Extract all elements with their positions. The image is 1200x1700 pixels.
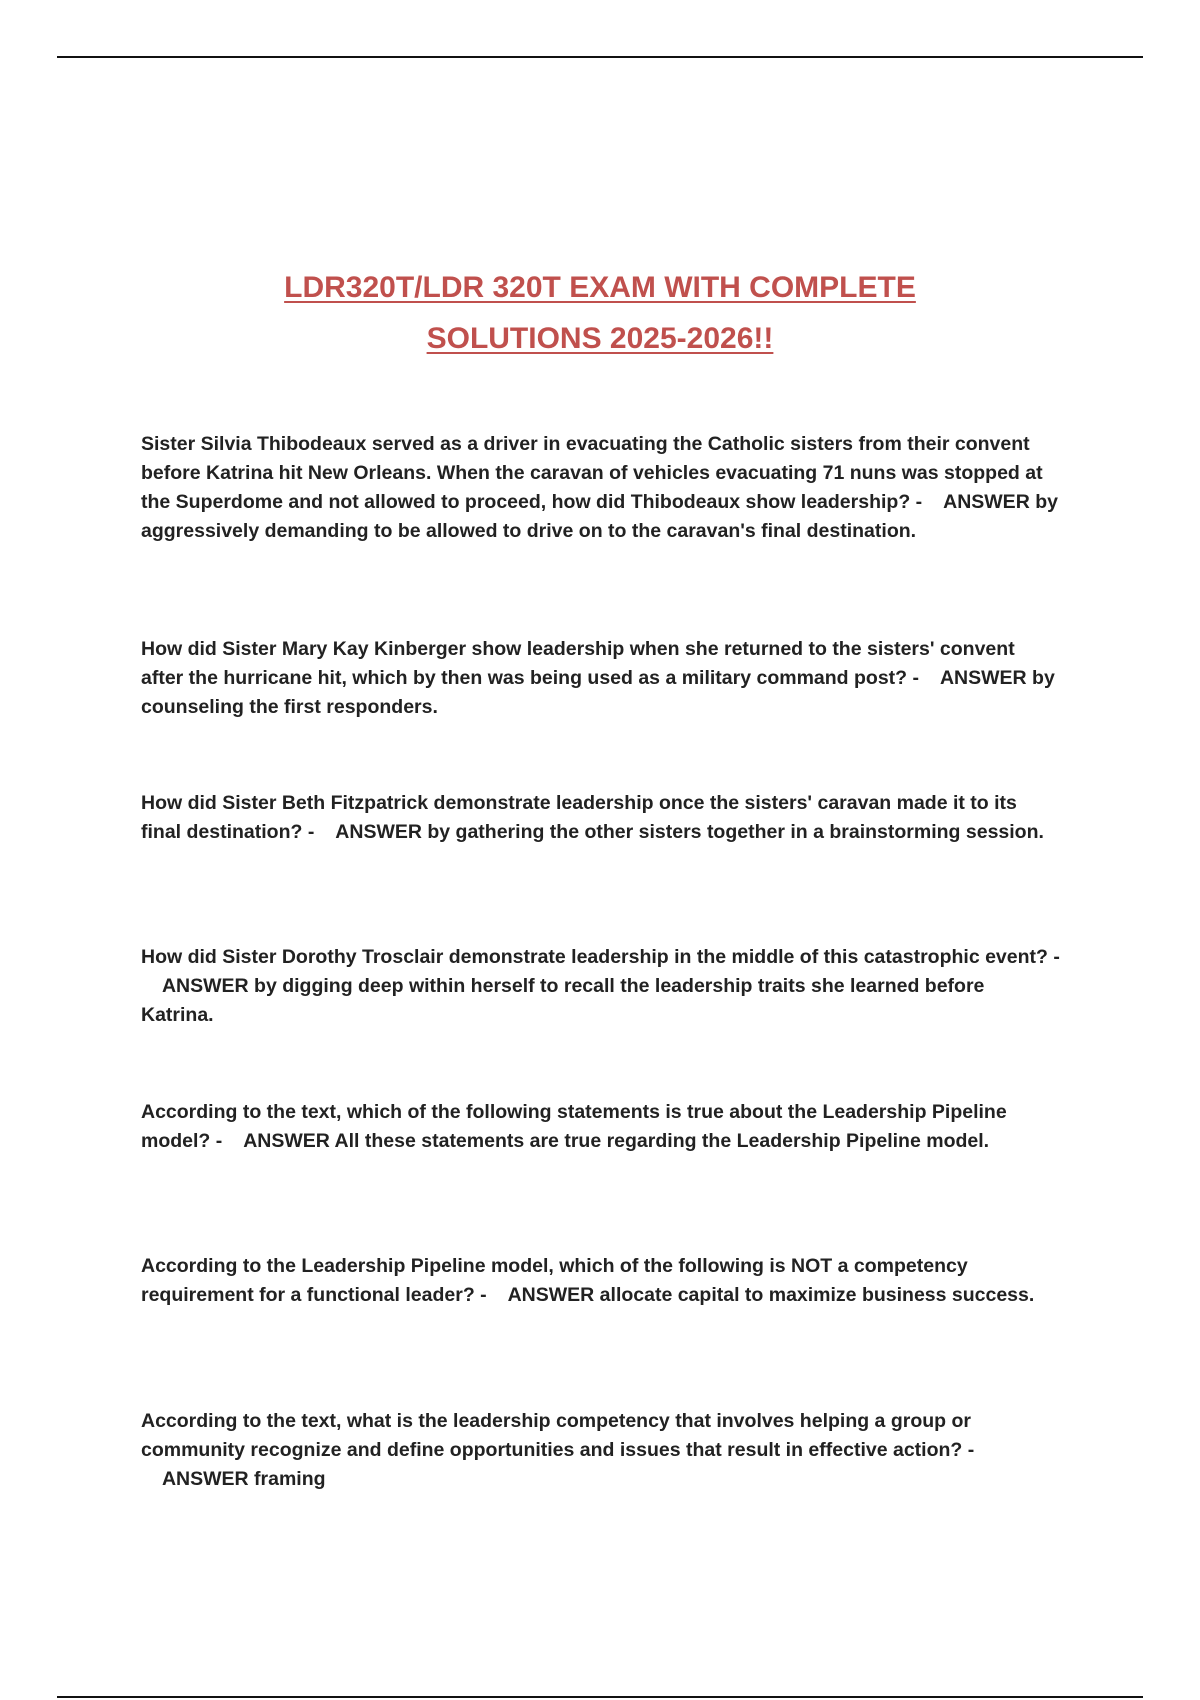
qa-item-7 — [141, 1407, 1061, 1494]
question-text: Sister Silvia Thibodeaux served as a driver in evacuating the Catholic sisters from their convent before Katrina hit New Orleans. When the caravan of vehicles evacuating 71 nuns was stopped at the Superdome and not allowed to proceed, how did Thibodeaux show leadership? - — [141, 433, 1043, 513]
question-text: According to the text, which of the following statements is true about the Leadership Pipeline model? - — [141, 1101, 1007, 1152]
answer-text: ANSWER by gathering the other sisters together in a brainstorming session. — [335, 821, 1044, 843]
answer-text: ANSWER allocate capital to maximize business success. — [507, 1284, 1035, 1306]
bottom-rule — [57, 1696, 1143, 1698]
qa-item-6 — [141, 1252, 1061, 1310]
answer-text: ANSWER framing — [161, 1468, 326, 1490]
qa-item-3 — [141, 789, 1061, 847]
question-text: How did Sister Dorothy Trosclair demonstrate leadership in the middle of this catastrophic event? - — [141, 946, 1060, 968]
qa-item-1 — [141, 430, 1061, 546]
answer-text: ANSWER by aggressively demanding to be allowed to drive on to the caravan's final destination. — [141, 491, 1058, 542]
title-line-2: SOLUTIONS 2025-2026!! — [426, 322, 774, 355]
title-line-1: LDR320T/LDR 320T EXAM WITH COMPLETE — [284, 271, 916, 304]
question-text: According to the Leadership Pipeline model, which of the following is NOT a competency requirement for a functional leader? - — [141, 1255, 968, 1306]
top-rule — [57, 56, 1143, 58]
answer-text: ANSWER by counseling the first responders. — [141, 667, 1055, 718]
question-text: How did Sister Beth Fitzpatrick demonstrate leadership once the sisters' caravan made it to its final destination? - — [141, 792, 1017, 843]
question-text: How did Sister Mary Kay Kinberger show leadership when she returned to the sisters' convent after the hurricane hit, which by then was being used as a military command post? - — [141, 638, 1015, 689]
answer-text: ANSWER by digging deep within herself to recall the leadership traits she learned before Katrina. — [141, 975, 985, 1026]
answer-text: ANSWER All these statements are true regarding the Leadership Pipeline model. — [243, 1130, 990, 1152]
question-text: According to the text, what is the leadership competency that involves helping a group or community recognize and define opportunities and issues that result in effective action? - — [141, 1410, 975, 1461]
qa-item-5 — [141, 1098, 1061, 1156]
document-title — [0, 262, 1200, 364]
qa-item-4 — [141, 943, 1061, 1030]
qa-item-2 — [141, 635, 1061, 722]
